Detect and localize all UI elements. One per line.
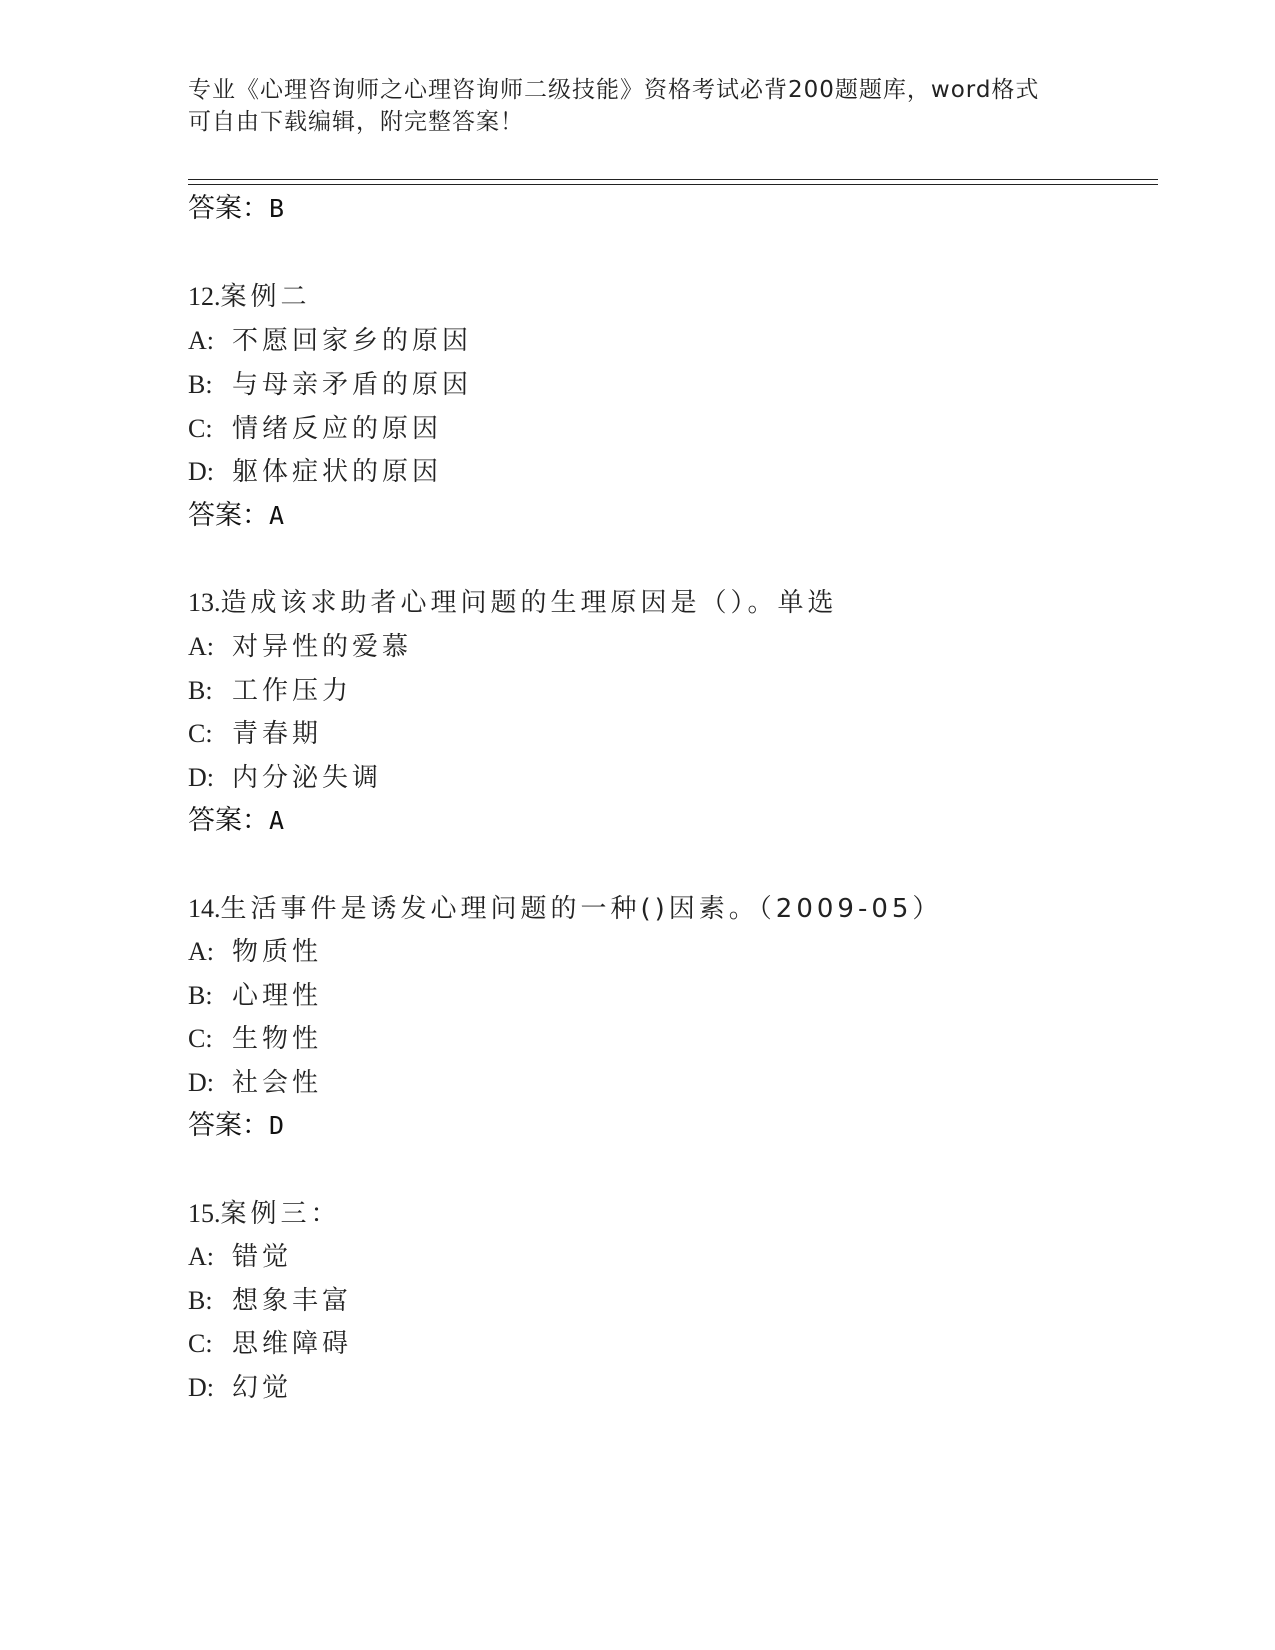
answer-label: 答案： — [188, 1110, 269, 1141]
option-d — [188, 1066, 322, 1100]
answer-line — [188, 804, 284, 838]
option-text: 工作压力 — [232, 676, 353, 706]
question-13 — [188, 586, 838, 620]
option-key: A: — [188, 937, 214, 966]
option-text: 青春期 — [232, 719, 323, 749]
option-text: 内分泌失调 — [232, 763, 383, 793]
answer-line — [188, 499, 284, 533]
question-number: 12. — [188, 282, 221, 311]
option-text: 躯体症状的原因 — [232, 457, 443, 487]
answer-value: A — [269, 501, 285, 530]
option-key: D: — [188, 1068, 214, 1097]
option-text: 错觉 — [232, 1242, 293, 1272]
option-key: A: — [188, 632, 214, 661]
answer-label: 答案： — [188, 193, 269, 224]
option-text: 物质性 — [232, 937, 323, 967]
question-text: 造成该求助者心理问题的生理原因是（）。单选 — [220, 588, 838, 618]
answer-value: A — [269, 806, 285, 835]
option-text: 对异性的爱慕 — [232, 632, 413, 662]
option-b — [188, 1284, 352, 1318]
answer-label: 答案： — [188, 805, 269, 836]
option-a — [188, 630, 412, 664]
answer-value: B — [269, 194, 285, 223]
option-text: 想象丰富 — [232, 1286, 353, 1316]
header-line-1: 专业《心理咨询师之心理咨询师二级技能》资格考试必背200题题库，word格式 — [188, 77, 1040, 103]
answer-label: 答案： — [188, 500, 269, 531]
option-key: C: — [188, 719, 213, 748]
option-text: 不愿回家乡的原因 — [232, 326, 473, 356]
question-number: 15. — [188, 1199, 221, 1228]
option-d — [188, 455, 442, 489]
option-key: B: — [188, 676, 213, 705]
question-12 — [188, 280, 311, 314]
header-line-2: 可自由下载编辑，附完整答案！ — [188, 109, 524, 135]
option-b — [188, 979, 322, 1013]
document-header — [188, 74, 1068, 138]
option-key: B: — [188, 981, 213, 1010]
option-text: 生物性 — [232, 1024, 323, 1054]
question-number: 13. — [188, 588, 221, 617]
option-text: 心理性 — [232, 981, 323, 1011]
option-key: B: — [188, 370, 213, 399]
option-key: C: — [188, 1024, 213, 1053]
option-key: D: — [188, 763, 214, 792]
option-key: B: — [188, 1286, 213, 1315]
option-key: D: — [188, 1373, 214, 1402]
question-text: 案例三： — [220, 1199, 341, 1229]
option-text: 思维障碍 — [232, 1329, 353, 1359]
question-text: 案例二 — [220, 282, 311, 312]
answer-line — [188, 1109, 284, 1143]
question-number: 14. — [188, 894, 221, 923]
option-text: 与母亲矛盾的原因 — [232, 370, 473, 400]
option-c — [188, 1022, 322, 1056]
option-b — [188, 674, 352, 708]
option-d — [188, 1371, 292, 1405]
question-text: 生活事件是诱发心理问题的一种()因素。（2009-05） — [220, 894, 943, 924]
option-key: C: — [188, 414, 213, 443]
option-c — [188, 1327, 352, 1361]
answer-value: D — [269, 1111, 285, 1140]
header-divider-bottom — [188, 184, 1158, 185]
header-divider-top — [188, 179, 1158, 180]
question-15 — [188, 1197, 341, 1231]
option-b — [188, 368, 472, 402]
option-key: A: — [188, 1242, 214, 1271]
option-a — [188, 324, 472, 358]
option-text: 情绪反应的原因 — [232, 414, 443, 444]
option-c — [188, 717, 322, 751]
option-a — [188, 1240, 292, 1274]
option-text: 幻觉 — [232, 1373, 293, 1403]
option-key: A: — [188, 326, 214, 355]
answer-line — [188, 192, 284, 226]
option-text: 社会性 — [232, 1068, 323, 1098]
option-key: C: — [188, 1329, 213, 1358]
option-c — [188, 412, 442, 446]
option-key: D: — [188, 457, 214, 486]
option-a — [188, 935, 322, 969]
option-d — [188, 761, 382, 795]
question-14 — [188, 892, 942, 926]
